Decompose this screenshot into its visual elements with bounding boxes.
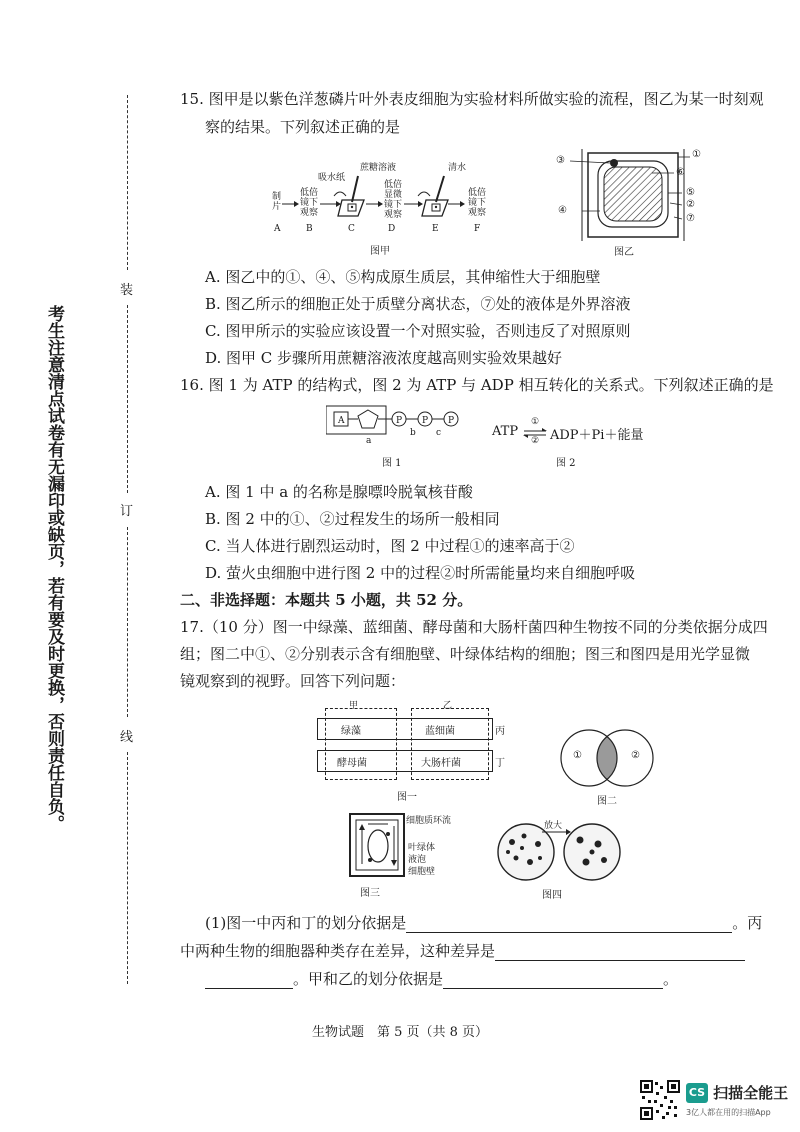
answer-blank-4[interactable] [443, 974, 663, 989]
qr-code-icon [640, 1080, 680, 1120]
atp-label-a: a [366, 436, 372, 446]
cs-logo-icon: CS [686, 1083, 708, 1103]
q15-stem-line2: 察的结果。下列叙述正确的是 [205, 118, 401, 136]
figure-three-caption: 图三 [360, 888, 380, 899]
atp-a-base: A [338, 416, 345, 426]
q17-sub1-tail-a: 。丙 [732, 914, 763, 932]
figure-four [494, 818, 624, 902]
answer-blank-3[interactable] [205, 974, 293, 989]
scanner-name: 扫描全能王 [713, 1084, 789, 1102]
step-f: 低倍镜下观察 [468, 188, 487, 218]
step-zhipian: 制片 [272, 192, 282, 212]
fig4-label-fangda: 放大 [544, 821, 563, 831]
atp-label-c: c [436, 428, 442, 438]
step-letter-d: D [388, 224, 396, 234]
page-footer: 生物试题 第 5 页（共 8 页） [311, 1025, 489, 1040]
fig-one-bing: 丙 [495, 726, 505, 737]
q15-stem-line1: 15. 图甲是以紫色洋葱磷片叶外表皮细胞为实验材料所做实验的流程，图乙为某一时刻观 [180, 90, 764, 108]
cell-jiaomujun: 酵母菌 [337, 758, 367, 769]
yi-num-7: ⑦ [686, 213, 695, 224]
q17-sub1-prompt-b: 中两种生物的细胞器种类存在差异，这种差异是 [180, 942, 496, 960]
yi-num-4: ④ [558, 205, 567, 216]
step-letter-b: B [306, 224, 313, 234]
cell-lanxijun: 蓝细菌 [425, 726, 455, 737]
fig2-atp: ATP [492, 424, 519, 439]
binding-label-ding: 订 [120, 504, 134, 519]
q16-stem: 16. 图 1 为 ATP 的结构式，图 2 为 ATP 与 ADP 相互转化的关系式。下列叙述正确的是 [180, 376, 774, 394]
scanner-badge [686, 1082, 788, 1118]
q17-sub1-prompt-c: 。甲和乙的划分依据是 [293, 970, 444, 988]
step-letter-c: C [348, 224, 355, 234]
figure-yi [552, 145, 712, 260]
q16-option-d: D. 萤火虫细胞中进行图 2 中的过程②时所需能量均来自细胞呼吸 [205, 564, 636, 582]
q15-option-c: C. 图甲所示的实验应该设置一个对照实验，否则违反了对照原则 [205, 322, 631, 340]
binding-line-bottom [127, 752, 128, 984]
binding-label-zhuang: 装 [120, 283, 134, 298]
fig3-label-huanliu: 细胞质环流 [406, 816, 452, 826]
binding-line-mid2 [127, 527, 128, 717]
figure-1 [326, 402, 476, 472]
q16-option-b: B. 图 2 中的①、②过程发生的场所一般相同 [205, 510, 500, 528]
q15-option-d: D. 图甲 C 步骤所用蔗糖溶液浓度越高则实验效果越好 [205, 349, 563, 367]
venn-diagram [555, 728, 665, 788]
figure-yi-caption: 图乙 [614, 247, 634, 258]
step-letter-e: E [432, 224, 439, 234]
atp-label-b: b [410, 428, 416, 438]
q15-option-a: A. 图乙中的①、④、⑤构成原生质层，其伸缩性大于细胞壁 [205, 268, 601, 286]
step-letter-f: F [474, 224, 481, 234]
figure-2 [492, 417, 662, 474]
figure-three [348, 812, 468, 902]
atp-p3: P [448, 416, 455, 426]
figure-one-caption: 图一 [397, 792, 417, 803]
binding-label-xian: 线 [120, 730, 134, 745]
fig3-label-xibaobi: 细胞壁 [408, 867, 436, 877]
fig2-products: ADP＋Pi＋能量 [550, 428, 644, 443]
venn-left: ① [573, 750, 582, 761]
figure-2-caption: 图 2 [556, 458, 576, 469]
answer-blank-2[interactable] [495, 946, 745, 961]
binding-line-top [127, 95, 128, 270]
label-xishuizhi: 吸水纸 [318, 173, 346, 183]
scanner-tagline: 3亿人都在用的扫描App [686, 1108, 771, 1117]
plant-cell-diagram [348, 812, 408, 878]
fig-one-yi: 乙 [443, 701, 453, 711]
yi-num-6: ⑥ [676, 167, 685, 178]
figure-jia-caption: 图甲 [370, 246, 390, 257]
q17-stem-line1: 17.（10 分）图一中绿藻、蓝细菌、酵母菌和大肠杆菌四种生物按不同的分类依据分成四 [180, 618, 768, 636]
q17-sub1-line1 [205, 912, 762, 933]
venn-right: ② [631, 750, 640, 761]
fig-one-jia: 甲 [349, 701, 359, 711]
binding-line-mid1 [127, 305, 128, 493]
q17-sub1-tail-b: 。 [663, 970, 679, 988]
figure-two [555, 728, 665, 808]
q17-sub1-line2 [180, 940, 745, 961]
yi-num-3: ③ [556, 155, 565, 166]
fig3-label-yelvti: 叶绿体 [408, 843, 436, 853]
fig-one-ding: 丁 [495, 758, 505, 769]
figure-two-caption: 图二 [597, 796, 617, 807]
label-qingshui: 清水 [448, 163, 467, 173]
label-zhetang: 蔗糖溶液 [360, 163, 397, 173]
q15-option-b: B. 图乙所示的细胞正处于质壁分离状态，⑦处的液体是外界溶液 [205, 295, 631, 313]
yi-num-1: ① [692, 149, 701, 160]
side-notice: 考生注意清点试卷有无漏印或缺页，若有要及时更换，否则责任自负。 [44, 305, 64, 832]
q17-sub1-line3 [205, 968, 678, 989]
fig3-label-yepao: 液泡 [408, 855, 427, 865]
figure-jia [268, 150, 498, 260]
step-b: 低倍镜下观察 [300, 188, 319, 218]
cell-dachangganjun: 大肠杆菌 [421, 758, 461, 769]
q16-option-c: C. 当人体进行剧烈运动时，图 2 中过程①的速率高于② [205, 537, 575, 555]
q17-stem-line2: 组；图二中①、②分别表示含有细胞壁、叶绿体结构的细胞；图三和图四是用光学显微 [180, 645, 751, 663]
section-2-heading: 二、非选择题：本题共 5 小题，共 52 分。 [180, 591, 473, 609]
yi-num-5: ⑤ [686, 187, 695, 198]
answer-blank-1[interactable] [406, 918, 732, 933]
step-d: 低倍显微镜下观察 [384, 180, 403, 220]
q17-sub1-prompt-a: (1)图一中丙和丁的划分依据是 [205, 914, 407, 932]
yi-num-2: ② [686, 199, 695, 210]
step-letter-a: A [274, 224, 281, 234]
figure-one [315, 698, 515, 806]
q16-option-a: A. 图 1 中 a 的名称是腺嘌呤脱氧核苷酸 [205, 483, 473, 501]
figure-four-caption: 图四 [542, 890, 562, 901]
q17-stem-line3: 镜观察到的视野。回答下列问题： [180, 672, 406, 690]
atp-p1: P [396, 416, 403, 426]
figure-1-caption: 图 1 [382, 458, 402, 469]
fig2-r2: ② [531, 436, 540, 446]
fig2-r1: ① [531, 417, 540, 427]
cell-lvzao: 绿藻 [341, 726, 361, 737]
atp-p2: P [422, 416, 429, 426]
